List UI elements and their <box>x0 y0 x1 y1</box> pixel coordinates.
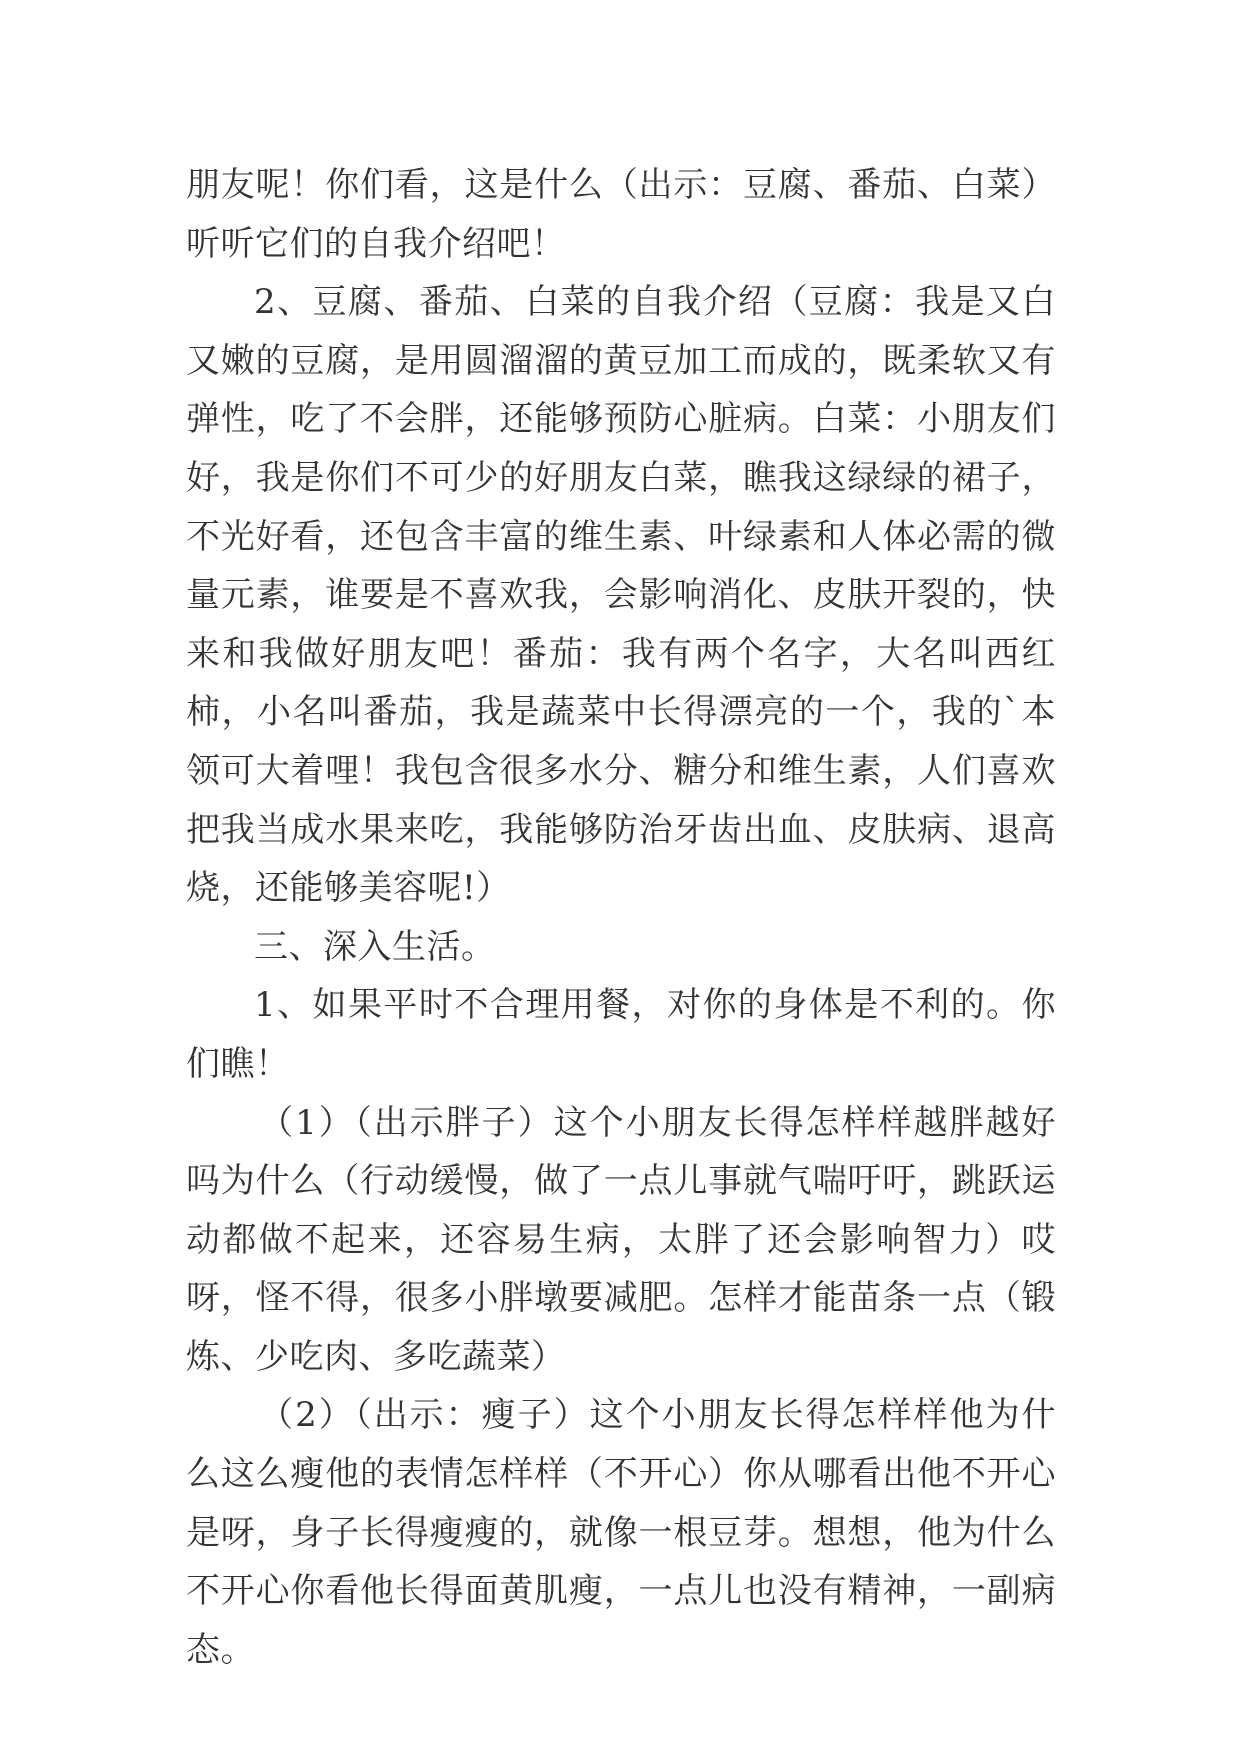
paragraph-fat-child: （1）（出示胖子）这个小朋友长得怎样样越胖越好吗为什么（行动缓慢，做了一点儿事就气喘吁吁，跳跃运动都做不起来，还容易生病，太胖了还会影响智力）哎呀，怪不得，很多小胖墩要减肥。怎样才能苗条一点（锻炼、少吃肉、多吃蔬菜） <box>186 1102 1056 1377</box>
paragraph-unreasonable-meals: 1、如果平时不合理用餐，对你的身体是不利的。你们瞧！ <box>186 985 1056 1084</box>
paragraph-continuation: 朋友呢！你们看，这是什么（出示：豆腐、番茄、白菜）听听它们的自我介绍吧！ <box>186 165 1056 264</box>
paragraph-self-introduction: 2、豆腐、番茄、白菜的自我介绍（豆腐：我是又白又嫩的豆腐，是用圆溜溜的黄豆加工而成的，既柔软又有弹性，吃了不会胖，还能够预防心脏病。白菜：小朋友们好，我是你们不可少的好朋友白菜，瞧我这绿绿的裙子，不光好看，还包含丰富的维生素、叶绿素和人体必需的微量元素，谁要是不喜欢我，会影响消化、皮肤开裂的，快来和我做好朋友吧！番茄：我有两个名字，大名叫西红柿，小名叫番茄，我是蔬菜中长得漂亮的一个，我的`本领可大着哩！我包含很多水分、糖分和维生素，人们喜欢把我当成水果来吃，我能够防治牙齿出血、皮肤病、退高烧，还能够美容呢!） <box>186 282 1056 909</box>
section-heading-deep-into-life: 三、深入生活。 <box>254 926 496 967</box>
paragraph-thin-child: （2）（出示：瘦子）这个小朋友长得怎样样他为什么这么瘦他的表情怎样样（不开心）你从哪看出他不开心是呀，身子长得瘦瘦的，就像一根豆芽。想想，他为什么不开心你看他长得面黄肌瘦，一点儿也没有精神，一副病态。 <box>186 1395 1056 1670</box>
document-body <box>186 156 1056 1679</box>
